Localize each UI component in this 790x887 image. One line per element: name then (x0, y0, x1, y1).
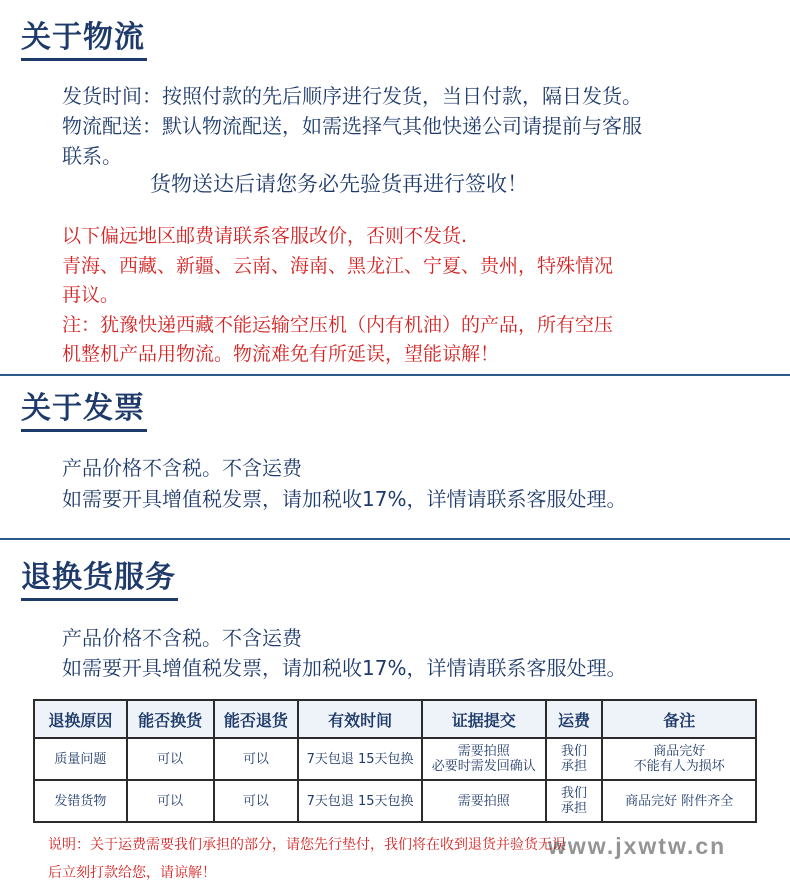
table-cell: 我们 承担 (546, 738, 603, 780)
watermark: www.jxwtw.cn (548, 833, 727, 859)
table-cell: 商品完好 不能有人为损坏 (602, 738, 756, 780)
table-cell: 我们 承担 (546, 780, 603, 822)
section-divider (0, 538, 790, 540)
remote-text-1: 以下偏远地区邮费请联系客服改价，否则不发货. (62, 225, 468, 247)
table-row (34, 738, 756, 780)
table-cell: 可以 (127, 780, 214, 822)
returns-text-2: 如需要开具增值税发票，请加税收17%，详情请联系客服处理。 (62, 656, 627, 680)
returns-title: 退换货服务 (21, 558, 178, 601)
logistics-note-1: 注：犹豫快递西藏不能运输空压机（内有机油）的产品，所有空压 (62, 314, 614, 336)
table-cell: 发错货物 (34, 780, 127, 822)
table-cell: 可以 (214, 780, 299, 822)
table-cell: 可以 (127, 738, 214, 780)
table-header: 能否退货 (214, 700, 299, 738)
table-cell: 7天包退 15天包换 (298, 780, 422, 822)
returns-text-1: 产品价格不含税。不含运费 (62, 626, 302, 650)
shipping-text-1: 物流配送：默认物流配送，如需选择气其他快递公司请提前与客服 (62, 114, 642, 138)
table-header: 证据提交 (422, 700, 546, 738)
invoice-text-2: 如需要开具增值税发票，请加税收17%，详情请联系客服处理。 (62, 487, 627, 511)
table-header: 备注 (602, 700, 756, 738)
remote-text-3: 再议。 (62, 284, 120, 306)
ship-time-text: 发货时间：按照付款的先后顺序进行发货，当日付款，隔日发货。 (62, 84, 642, 108)
inspect-notice: 货物送达后请您务必先验货再进行签收！ (150, 172, 528, 196)
shipping-text-2: 联系。 (62, 144, 122, 168)
section-divider (0, 374, 790, 376)
returns-note-1: 说明：关于运费需要我们承担的部分，请您先行垫付，我们将在收到退货并验货无误 (48, 837, 566, 853)
table-header: 有效时间 (298, 700, 422, 738)
table-cell: 商品完好 附件齐全 (602, 780, 756, 822)
returns-table (33, 699, 757, 823)
table-header: 退换原因 (34, 700, 127, 738)
logistics-title: 关于物流 (21, 18, 147, 61)
logistics-note-2: 机整机产品用物流。物流难免有所延误，望能谅解！ (62, 343, 500, 365)
table-row (34, 780, 756, 822)
remote-text-2: 青海、西藏、新疆、云南、海南、黑龙江、宁夏、贵州，特殊情况 (62, 255, 614, 277)
table-cell: 需要拍照 (422, 780, 546, 822)
table-header: 运费 (546, 700, 603, 738)
invoice-text-1: 产品价格不含税。不含运费 (62, 456, 302, 480)
table-cell: 可以 (214, 738, 299, 780)
table-header: 能否换货 (127, 700, 214, 738)
table-cell: 7天包退 15天包换 (298, 738, 422, 780)
returns-note-2: 后立刻打款给您，请谅解！ (48, 865, 216, 881)
table-header-row (34, 700, 756, 738)
table-cell: 质量问题 (34, 738, 127, 780)
table-cell: 需要拍照 必要时需发回确认 (422, 738, 546, 780)
invoice-title: 关于发票 (21, 389, 147, 432)
